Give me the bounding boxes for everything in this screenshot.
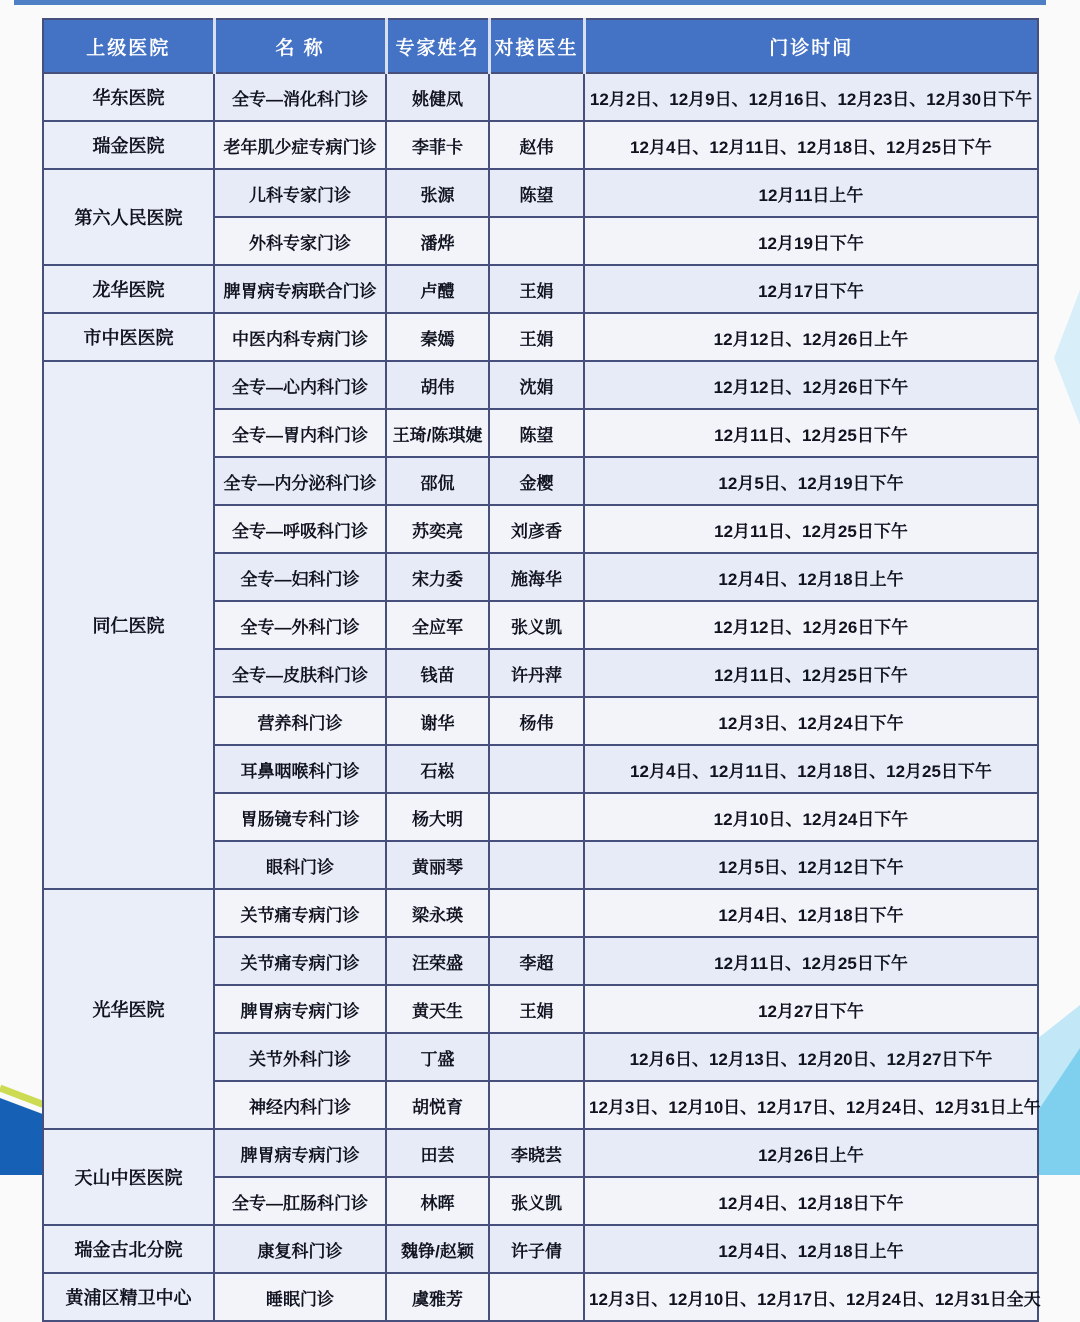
expert-name-cell: 汪荣盛 xyxy=(386,937,489,985)
clinic-cell: 关节痛专病门诊 xyxy=(214,937,386,985)
liaison-doctor-cell: 李超 xyxy=(489,937,584,985)
liaison-doctor-cell xyxy=(489,73,584,121)
table-row xyxy=(43,265,1038,313)
clinic-time-cell: 12月11日、12月25日下午 xyxy=(584,649,1038,697)
clinic-time-cell: 12月12日、12月26日下午 xyxy=(584,361,1038,409)
clinic-time-cell: 12月4日、12月18日上午 xyxy=(584,1225,1038,1273)
top-accent-bar xyxy=(14,0,1046,5)
expert-name-cell: 王琦/陈琪婕 xyxy=(386,409,489,457)
clinic-cell: 全专—胃内科门诊 xyxy=(214,409,386,457)
hospital-cell: 龙华医院 xyxy=(43,265,214,313)
hospital-cell: 天山中医医院 xyxy=(43,1129,214,1225)
expert-name-cell: 虞雅芳 xyxy=(386,1273,489,1321)
clinic-cell: 全专—呼吸科门诊 xyxy=(214,505,386,553)
table-row xyxy=(43,313,1038,361)
clinic-time-cell: 12月3日、12月10日、12月17日、12月24日、12月31日全天 xyxy=(584,1273,1038,1321)
hospital-cell: 第六人民医院 xyxy=(43,169,214,265)
clinic-cell: 神经内科门诊 xyxy=(214,1081,386,1129)
clinic-cell: 脾胃病专病联合门诊 xyxy=(214,265,386,313)
liaison-doctor-cell xyxy=(489,889,584,937)
hospital-cell: 瑞金医院 xyxy=(43,121,214,169)
liaison-doctor-cell: 赵伟 xyxy=(489,121,584,169)
clinic-time-cell: 12月11日、12月25日下午 xyxy=(584,409,1038,457)
expert-name-cell: 苏奕亮 xyxy=(386,505,489,553)
liaison-doctor-cell xyxy=(489,217,584,265)
expert-name-cell: 胡伟 xyxy=(386,361,489,409)
expert-name-cell: 林晖 xyxy=(386,1177,489,1225)
liaison-doctor-cell: 张义凯 xyxy=(489,601,584,649)
expert-name-cell: 卢醴 xyxy=(386,265,489,313)
clinic-time-cell: 12月12日、12月26日上午 xyxy=(584,313,1038,361)
hospital-cell: 光华医院 xyxy=(43,889,214,1129)
liaison-doctor-cell: 沈娟 xyxy=(489,361,584,409)
expert-name-cell: 胡悦育 xyxy=(386,1081,489,1129)
expert-name-cell: 李菲卡 xyxy=(386,121,489,169)
liaison-doctor-cell xyxy=(489,745,584,793)
clinic-cell: 全专—肛肠科门诊 xyxy=(214,1177,386,1225)
clinic-time-cell: 12月11日、12月25日下午 xyxy=(584,937,1038,985)
clinic-cell: 全专—外科门诊 xyxy=(214,601,386,649)
expert-name-cell: 梁永瑛 xyxy=(386,889,489,937)
hospital-cell: 同仁医院 xyxy=(43,361,214,889)
column-header: 对接医生 xyxy=(489,19,584,73)
expert-name-cell: 邵侃 xyxy=(386,457,489,505)
expert-name-cell: 黄丽琴 xyxy=(386,841,489,889)
clinic-time-cell: 12月10日、12月24日下午 xyxy=(584,793,1038,841)
expert-name-cell: 杨大明 xyxy=(386,793,489,841)
clinic-time-cell: 12月5日、12月12日下午 xyxy=(584,841,1038,889)
clinic-cell: 胃肠镜专科门诊 xyxy=(214,793,386,841)
column-header: 专家姓名 xyxy=(386,19,489,73)
hospital-cell: 华东医院 xyxy=(43,73,214,121)
clinic-time-cell: 12月19日下午 xyxy=(584,217,1038,265)
table-row xyxy=(43,1129,1038,1177)
liaison-doctor-cell xyxy=(489,1033,584,1081)
liaison-doctor-cell xyxy=(489,1273,584,1321)
liaison-doctor-cell xyxy=(489,841,584,889)
right-edge-wedge xyxy=(1054,290,1080,425)
clinic-cell: 耳鼻咽喉科门诊 xyxy=(214,745,386,793)
clinic-time-cell: 12月17日下午 xyxy=(584,265,1038,313)
clinic-cell: 老年肌少症专病门诊 xyxy=(214,121,386,169)
clinic-cell: 脾胃病专病门诊 xyxy=(214,985,386,1033)
table-row xyxy=(43,361,1038,409)
clinic-time-cell: 12月11日上午 xyxy=(584,169,1038,217)
table-row xyxy=(43,1225,1038,1273)
clinic-cell: 全专—皮肤科门诊 xyxy=(214,649,386,697)
expert-name-cell: 田芸 xyxy=(386,1129,489,1177)
table-row xyxy=(43,121,1038,169)
column-header: 名 称 xyxy=(214,19,386,73)
liaison-doctor-cell: 陈望 xyxy=(489,169,584,217)
expert-name-cell: 丁盛 xyxy=(386,1033,489,1081)
clinic-time-cell: 12月6日、12月13日、12月20日、12月27日下午 xyxy=(584,1033,1038,1081)
clinic-cell: 康复科门诊 xyxy=(214,1225,386,1273)
liaison-doctor-cell: 许丹萍 xyxy=(489,649,584,697)
clinic-time-cell: 12月27日下午 xyxy=(584,985,1038,1033)
clinic-time-cell: 12月3日、12月24日下午 xyxy=(584,697,1038,745)
clinic-cell: 眼科门诊 xyxy=(214,841,386,889)
clinic-time-cell: 12月4日、12月18日上午 xyxy=(584,553,1038,601)
clinic-cell: 睡眠门诊 xyxy=(214,1273,386,1321)
liaison-doctor-cell: 许子倩 xyxy=(489,1225,584,1273)
liaison-doctor-cell: 王娟 xyxy=(489,265,584,313)
liaison-doctor-cell xyxy=(489,1081,584,1129)
liaison-doctor-cell: 陈望 xyxy=(489,409,584,457)
clinic-cell: 全专—妇科门诊 xyxy=(214,553,386,601)
hospital-cell: 市中医医院 xyxy=(43,313,214,361)
hospital-cell: 瑞金古北分院 xyxy=(43,1225,214,1273)
clinic-time-cell: 12月11日、12月25日下午 xyxy=(584,505,1038,553)
clinic-cell: 儿科专家门诊 xyxy=(214,169,386,217)
hospital-cell: 黄浦区精卫中心 xyxy=(43,1273,214,1321)
table-row xyxy=(43,73,1038,121)
clinic-time-cell: 12月4日、12月18日下午 xyxy=(584,1177,1038,1225)
clinic-cell: 外科专家门诊 xyxy=(214,217,386,265)
liaison-doctor-cell: 金樱 xyxy=(489,457,584,505)
clinic-cell: 关节外科门诊 xyxy=(214,1033,386,1081)
clinic-cell: 关节痛专病门诊 xyxy=(214,889,386,937)
expert-name-cell: 全应军 xyxy=(386,601,489,649)
clinic-time-cell: 12月3日、12月10日、12月17日、12月24日、12月31日上午 xyxy=(584,1081,1038,1129)
clinic-time-cell: 12月2日、12月9日、12月16日、12月23日、12月30日下午 xyxy=(584,73,1038,121)
clinic-cell: 全专—心内科门诊 xyxy=(214,361,386,409)
expert-name-cell: 石崧 xyxy=(386,745,489,793)
clinic-cell: 中医内科专病门诊 xyxy=(214,313,386,361)
table-header-row xyxy=(43,19,1038,73)
expert-name-cell: 姚健凤 xyxy=(386,73,489,121)
clinic-time-cell: 12月5日、12月19日下午 xyxy=(584,457,1038,505)
clinic-time-cell: 12月26日上午 xyxy=(584,1129,1038,1177)
expert-name-cell: 秦嫣 xyxy=(386,313,489,361)
liaison-doctor-cell xyxy=(489,793,584,841)
expert-name-cell: 潘烨 xyxy=(386,217,489,265)
table-row xyxy=(43,889,1038,937)
liaison-doctor-cell: 李晓芸 xyxy=(489,1129,584,1177)
expert-name-cell: 宋力委 xyxy=(386,553,489,601)
clinic-cell: 全专—内分泌科门诊 xyxy=(214,457,386,505)
expert-name-cell: 谢华 xyxy=(386,697,489,745)
expert-name-cell: 魏铮/赵颖 xyxy=(386,1225,489,1273)
clinic-time-cell: 12月4日、12月11日、12月18日、12月25日下午 xyxy=(584,745,1038,793)
clinic-time-cell: 12月4日、12月18日下午 xyxy=(584,889,1038,937)
liaison-doctor-cell: 王娟 xyxy=(489,985,584,1033)
expert-name-cell: 黄天生 xyxy=(386,985,489,1033)
liaison-doctor-cell: 张义凯 xyxy=(489,1177,584,1225)
liaison-doctor-cell: 施海华 xyxy=(489,553,584,601)
table-row xyxy=(43,169,1038,217)
column-header: 门诊时间 xyxy=(584,19,1038,73)
clinic-cell: 脾胃病专病门诊 xyxy=(214,1129,386,1177)
clinic-time-cell: 12月4日、12月11日、12月18日、12月25日下午 xyxy=(584,121,1038,169)
liaison-doctor-cell: 杨伟 xyxy=(489,697,584,745)
column-header: 上级医院 xyxy=(43,19,214,73)
clinic-cell: 全专—消化科门诊 xyxy=(214,73,386,121)
expert-name-cell: 钱苗 xyxy=(386,649,489,697)
clinic-cell: 营养科门诊 xyxy=(214,697,386,745)
table-row xyxy=(43,1273,1038,1321)
outpatient-schedule-table xyxy=(42,18,1039,1322)
clinic-time-cell: 12月12日、12月26日下午 xyxy=(584,601,1038,649)
expert-name-cell: 张源 xyxy=(386,169,489,217)
liaison-doctor-cell: 王娟 xyxy=(489,313,584,361)
liaison-doctor-cell: 刘彦香 xyxy=(489,505,584,553)
